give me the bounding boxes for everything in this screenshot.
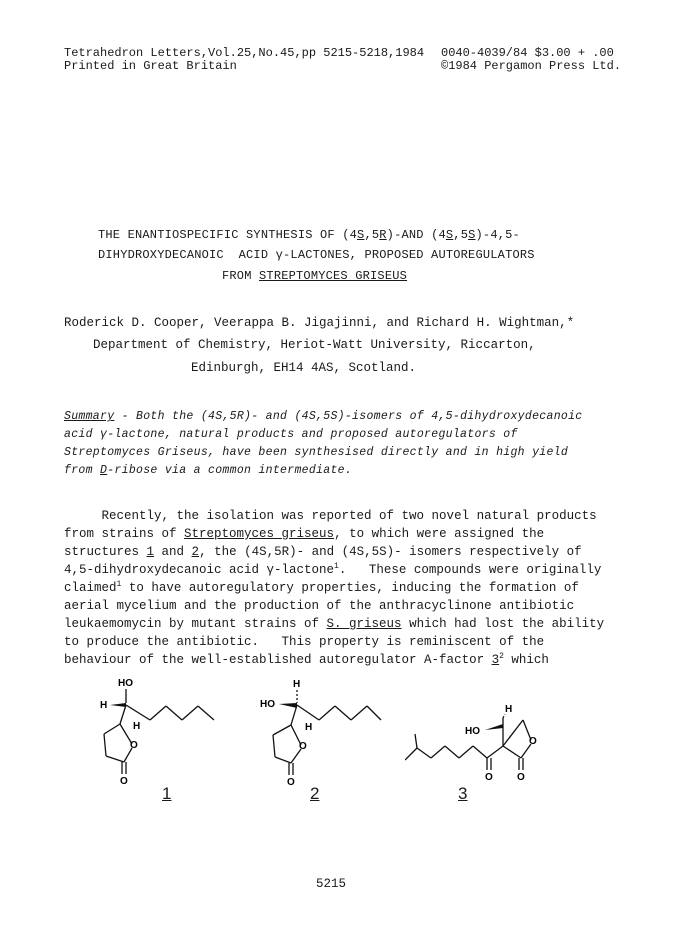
affiliation-line-2: Edinburgh, EH14 4AS, Scotland. <box>191 361 417 375</box>
body-line-1: Recently, the isolation was reported of two novel natural products <box>64 509 597 523</box>
body-line-3: structures 1 and 2, the (4S,5R)- and (4S,5S)- isomers respectively of <box>64 545 582 559</box>
structure-1-ring-oxygen: O <box>130 740 138 751</box>
structure-1-carbonyl-oxygen: O <box>120 776 128 784</box>
structure-3-ketone-oxygen: O <box>485 772 493 783</box>
structure-3-lactone-oxygen: O <box>517 772 525 783</box>
structure-2-h-label: H <box>293 679 301 690</box>
authors: Roderick D. Cooper, Veerappa B. Jigajinni, and Richard H. Wightman,* <box>64 316 575 330</box>
affiliation-line-1: Department of Chemistry, Heriot-Watt University, Riccarton, <box>93 338 536 352</box>
structure-3-diagram <box>405 690 565 785</box>
structure-1-label: 1 <box>162 784 172 803</box>
structure-2-label: 2 <box>310 784 320 803</box>
structure-2-carbonyl-oxygen: O <box>287 777 295 785</box>
structure-3-label: 3 <box>458 784 468 803</box>
title-line-1: THE ENANTIOSPECIFIC SYNTHESIS OF (4S,5R)-AND (4S,5S)-4,5- <box>98 228 520 242</box>
title-line-2: DIHYDROXYDECANOIC ACID γ-LACTONES, PROPOSED AUTOREGULATORS <box>98 248 535 262</box>
summary-line-1: Summary - Both the (4S,5R)- and (4S,5S)-isomers of 4,5-dihydroxydecanoic <box>64 410 583 423</box>
issn-price: 0040-4039/84 $3.00 + .00 <box>441 46 614 60</box>
structure-3-h-label: H <box>505 704 513 715</box>
structure-3-ring-oxygen: O <box>529 736 537 747</box>
body-line-9: behaviour of the well-established autoregulator A-factor $3^2$ which <box>64 651 549 667</box>
page-number: 5215 <box>316 877 347 891</box>
structure-2-ho-label: HO <box>260 699 275 710</box>
title-line-3: FROM STREPTOMYCES GRISEUS <box>222 269 408 283</box>
structure-1-ho-label: HO <box>118 678 133 689</box>
body-line-4: 4,5-dihydroxydecanoic acid γ-lactone$^1$. These compounds were originally <box>64 561 602 577</box>
structure-2-diagram <box>255 675 385 785</box>
summary-line-4: from D-ribose via a common intermediate. <box>64 464 353 477</box>
printed-in: Printed in Great Britain <box>64 59 237 73</box>
structure-1-h-label: H <box>100 700 108 711</box>
summary-line-3: Streptomyces Griseus, have been synthesised directly and in high yield <box>64 446 569 459</box>
body-line-6: aerial mycelium and the production of the anthracyclinone antibiotic <box>64 599 575 613</box>
structure-1-h2-label: H <box>133 721 141 732</box>
structure-2-ring-oxygen: O <box>299 741 307 752</box>
body-line-7: leukaemomycin by mutant strains of S. griseus which had lost the ability <box>64 617 605 631</box>
structure-3-ho-label: HO <box>465 726 480 737</box>
summary-line-2: acid γ-lactone, natural products and proposed autoregulators of <box>64 428 518 441</box>
body-line-8: to produce the antibiotic. This property is reminiscent of the <box>64 635 545 649</box>
journal-citation: Tetrahedron Letters,Vol.25,No.45,pp 5215-5218,1984 <box>64 46 425 60</box>
copyright: ©1984 Pergamon Press Ltd. <box>441 59 622 73</box>
body-line-5: claimed$^1$ to have autoregulatory properties, inducing the formation of <box>64 579 579 595</box>
body-line-2: from strains of Streptomyces griseus, to which were assigned the <box>64 527 545 541</box>
structure-1-diagram <box>90 672 220 784</box>
structure-2-h2-label: H <box>305 722 313 733</box>
